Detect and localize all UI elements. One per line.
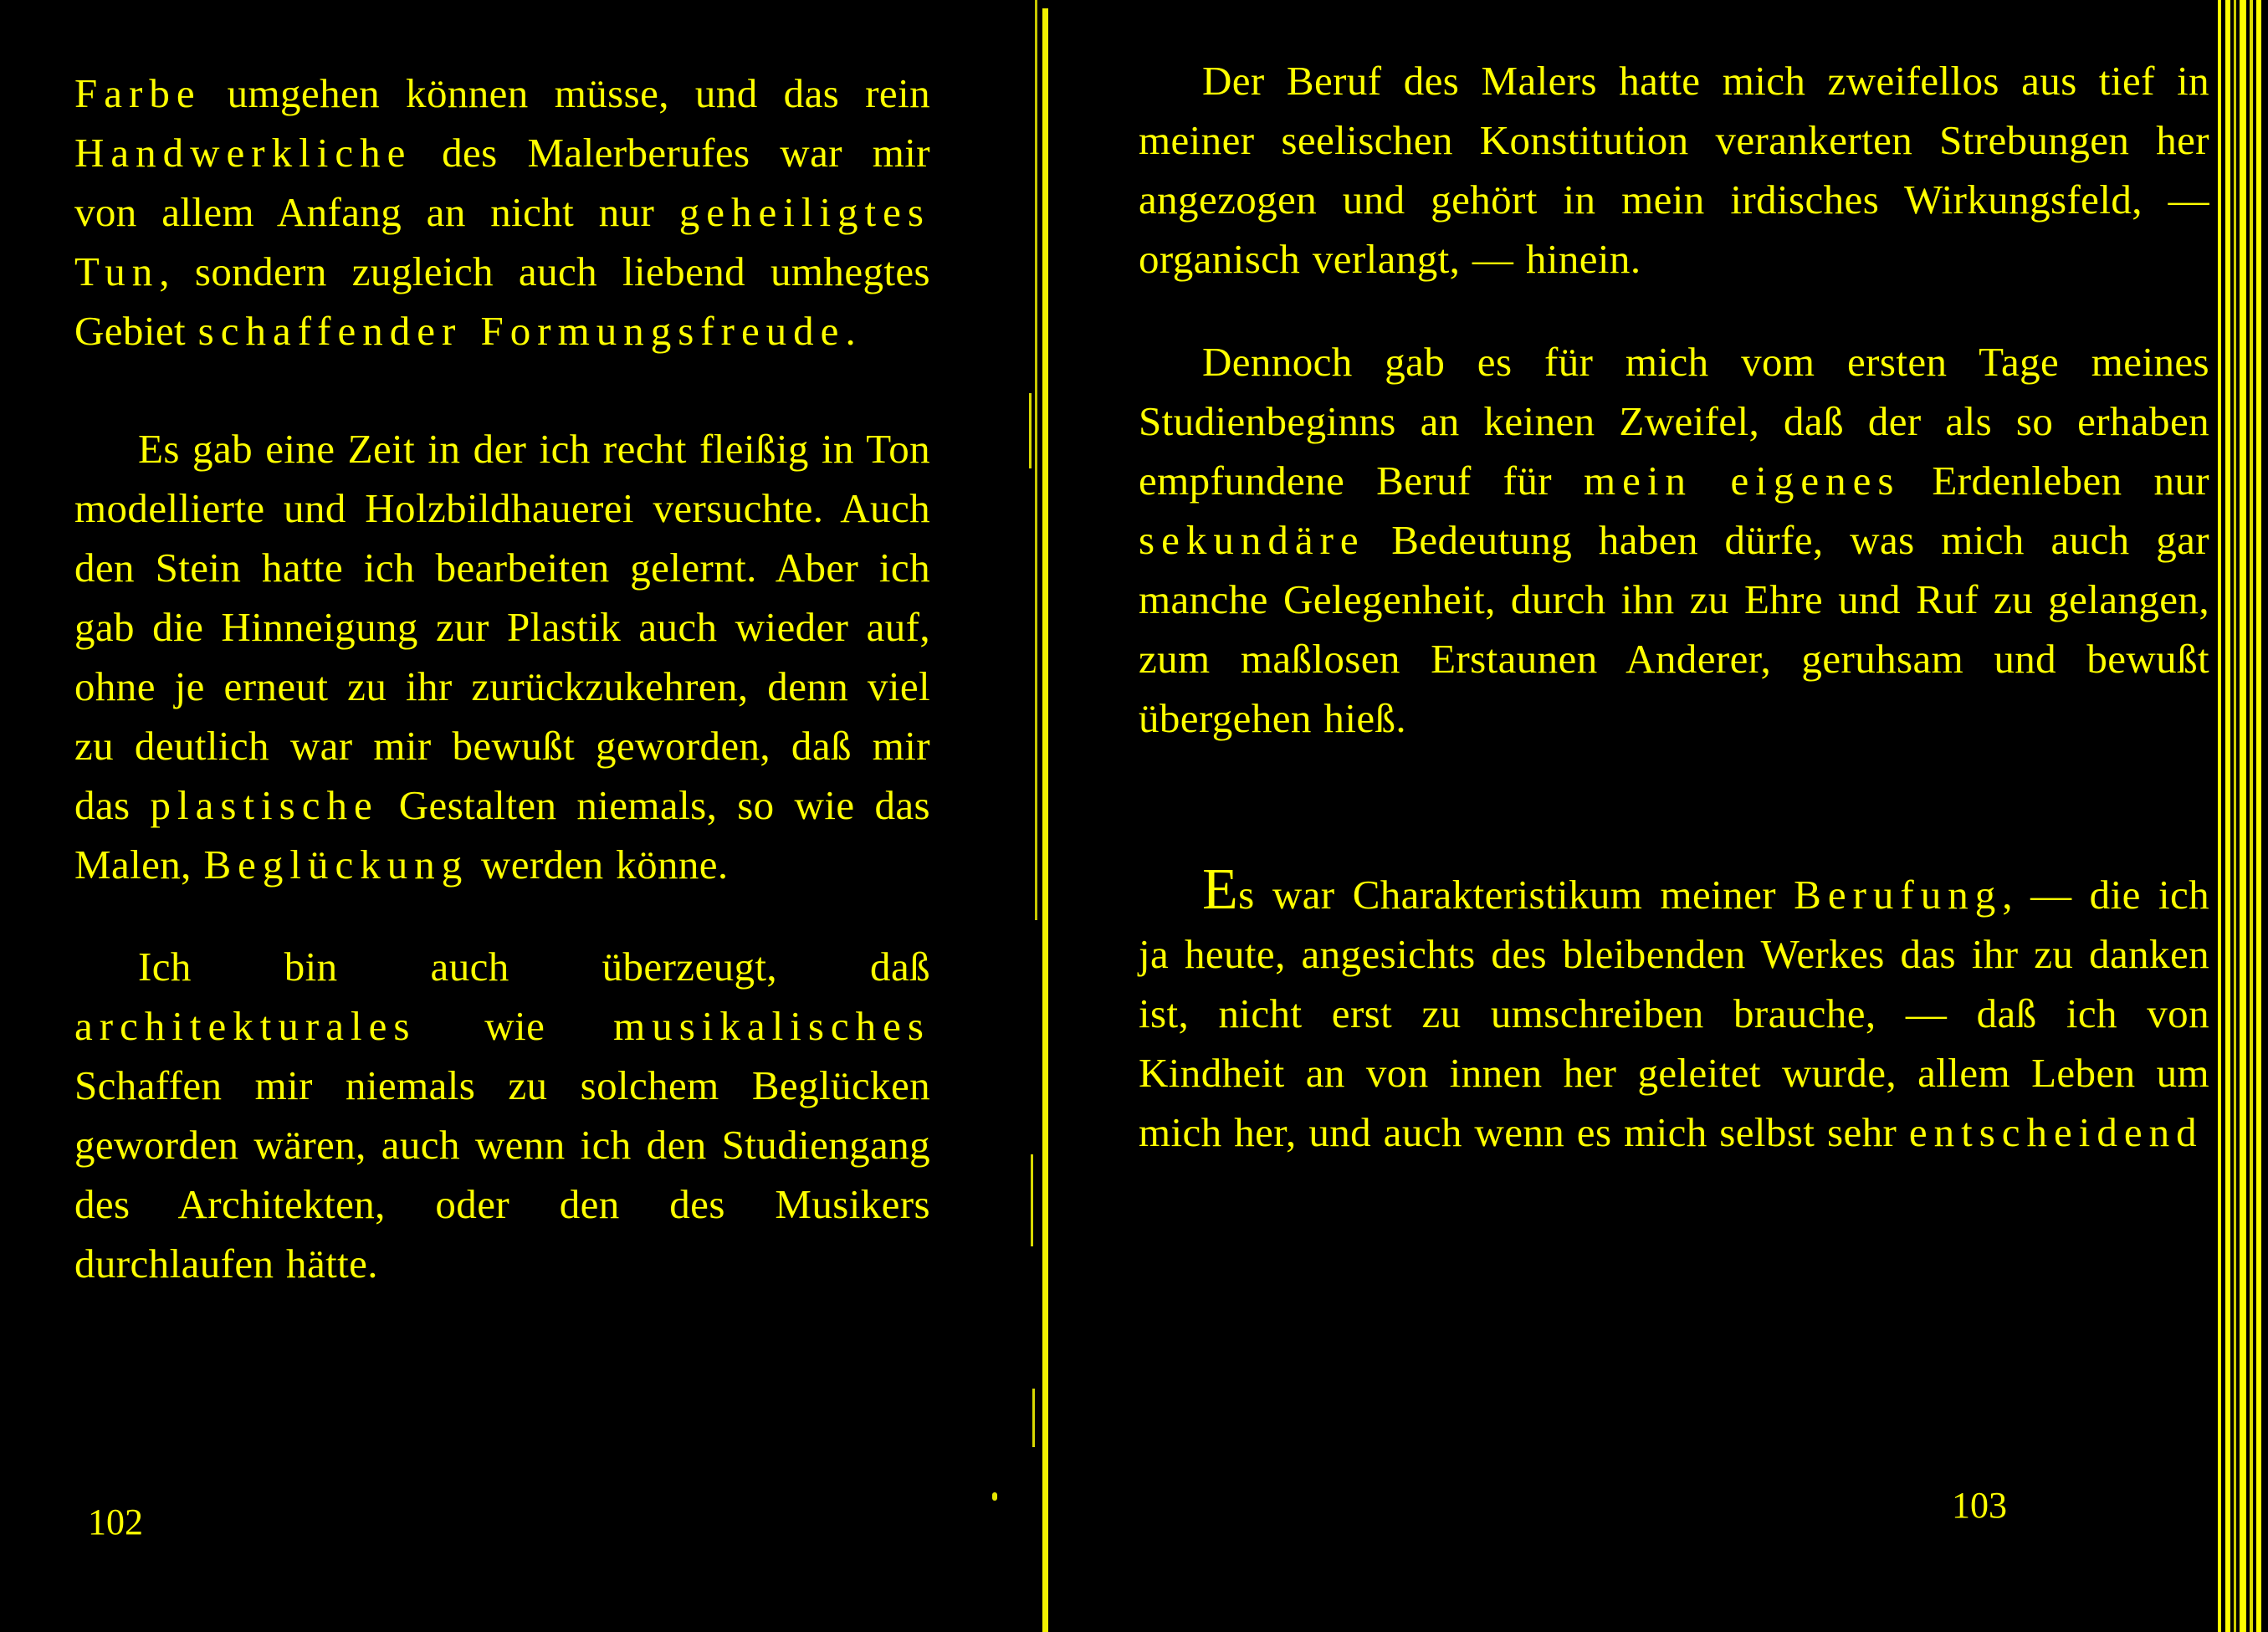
text-segment: s war Charakteristikum meiner — [1238, 872, 1794, 918]
text-segment: sekundäre — [1139, 517, 1365, 563]
gutter-shadow — [1035, 0, 1037, 920]
text-segment: architekturales — [74, 1003, 417, 1049]
page-edge-stripe — [2250, 0, 2253, 1632]
text-segment: Ich bin auch überzeugt, daß — [138, 944, 930, 990]
gutter-mark — [1032, 1389, 1035, 1447]
drop-cap: E — [1202, 857, 1239, 922]
text-segment: mein eigenes — [1583, 458, 1901, 504]
page-edge-stripe — [2225, 0, 2230, 1632]
text-segment: Berufung — [1794, 872, 2003, 918]
text-segment: , — die ich ja heute, angesichts des bleibenden Werkes das ihr zu danken ist, nicht erst zu umschreiben brauche, — daß ich von Kindheit an von innen her geleitet wurde, allem Leben um mich her, und auch wenn es mich selbst sehr — [1139, 872, 2210, 1155]
text-segment: entscheidend — [1908, 1109, 2204, 1155]
gutter-mark — [1029, 393, 1032, 468]
text-segment: . — [845, 308, 857, 354]
right-page — [1050, 0, 2217, 1632]
page-edge-stripe — [2256, 0, 2261, 1632]
text-segment: Gestalten niemals, so wie das Malen, — [74, 782, 931, 888]
left-paragraph-1 — [74, 64, 930, 361]
right-paragraph-2 — [1139, 332, 2209, 748]
page-number-left: 102 — [88, 1502, 143, 1542]
text-segment: schaffender Formungsfreude — [197, 308, 846, 354]
page-number-right: 103 — [1952, 1485, 2007, 1526]
page-edge-stripe — [2218, 0, 2221, 1632]
paper-speck — [992, 1492, 997, 1501]
text-segment: Farbe — [74, 70, 202, 116]
gutter-line — [1042, 8, 1048, 1632]
text-segment: werden könne. — [468, 842, 729, 888]
text-segment: wie — [416, 1003, 614, 1049]
left-paragraph-3 — [74, 937, 930, 1293]
text-segment: Der Beruf des Malers hatte mich zweifellos aus tief in meiner seelischen Konstitution verankerten Strebungen her angezogen und gehört in mein irdisches Wirkungsfeld, — organisch verlangt, — hinein. — [1139, 58, 2209, 282]
text-segment: Handwerkliche — [74, 130, 412, 176]
page-edge-stripe — [2234, 0, 2236, 1632]
left-text-block — [74, 64, 930, 1293]
text-segment: Beglückung — [203, 842, 469, 888]
text-segment: musikalisches — [613, 1003, 930, 1049]
text-segment: Es gab eine Zeit in der ich recht fleißig in Ton modellierte und Holzbildhauerei versuchte. Auch den Stein hatte ich bearbeiten gelernt. Aber ich gab die Hinneigung zur Plastik auch wieder auf, ohne je erneut zu ihr zurückzukehren, denn viel zu deutlich war mir bewußt geworden, daß mir das — [74, 426, 930, 828]
text-segment: Erdenleben nur — [1900, 458, 2209, 504]
text-segment: plastische — [150, 782, 379, 828]
left-page — [0, 0, 1042, 1632]
text-segment: geheiligtes Tun — [74, 189, 930, 294]
text-segment: , sondern zugleich auch liebend umhegtes Gebiet — [74, 248, 930, 354]
left-paragraph-2 — [74, 419, 930, 894]
text-segment: Bedeutung haben dürfe, was mich auch gar manche Gelegenheit, durch ihn zu Ehre und Ruf zu gelangen, zum maßlosen Erstaunen Anderer, geruhsam und bewußt übergehen hieß. — [1139, 517, 2209, 741]
right-section-paragraph — [1139, 857, 2210, 1162]
text-segment: Schaffen mir niemals zu solchem Beglücken geworden wären, auch wenn ich den Studiengang des Architekten, oder den des Musikers durchlaufen hätte. — [74, 1062, 930, 1287]
text-segment: umgehen können müsse, und das rein — [201, 70, 930, 116]
text-segment: des Malerberufes war mir von allem Anfang an nicht nur — [74, 130, 930, 235]
text-segment: Dennoch gab es für mich vom ersten Tage meines Studienbeginns an keinen Zweifel, daß der als so erhaben empfundene Beruf für — [1139, 339, 2209, 504]
page-edge-stripe — [2240, 0, 2246, 1632]
gutter-mark — [1031, 1154, 1033, 1246]
right-paragraph-1 — [1139, 51, 2209, 289]
right-text-block — [1139, 51, 2209, 1162]
